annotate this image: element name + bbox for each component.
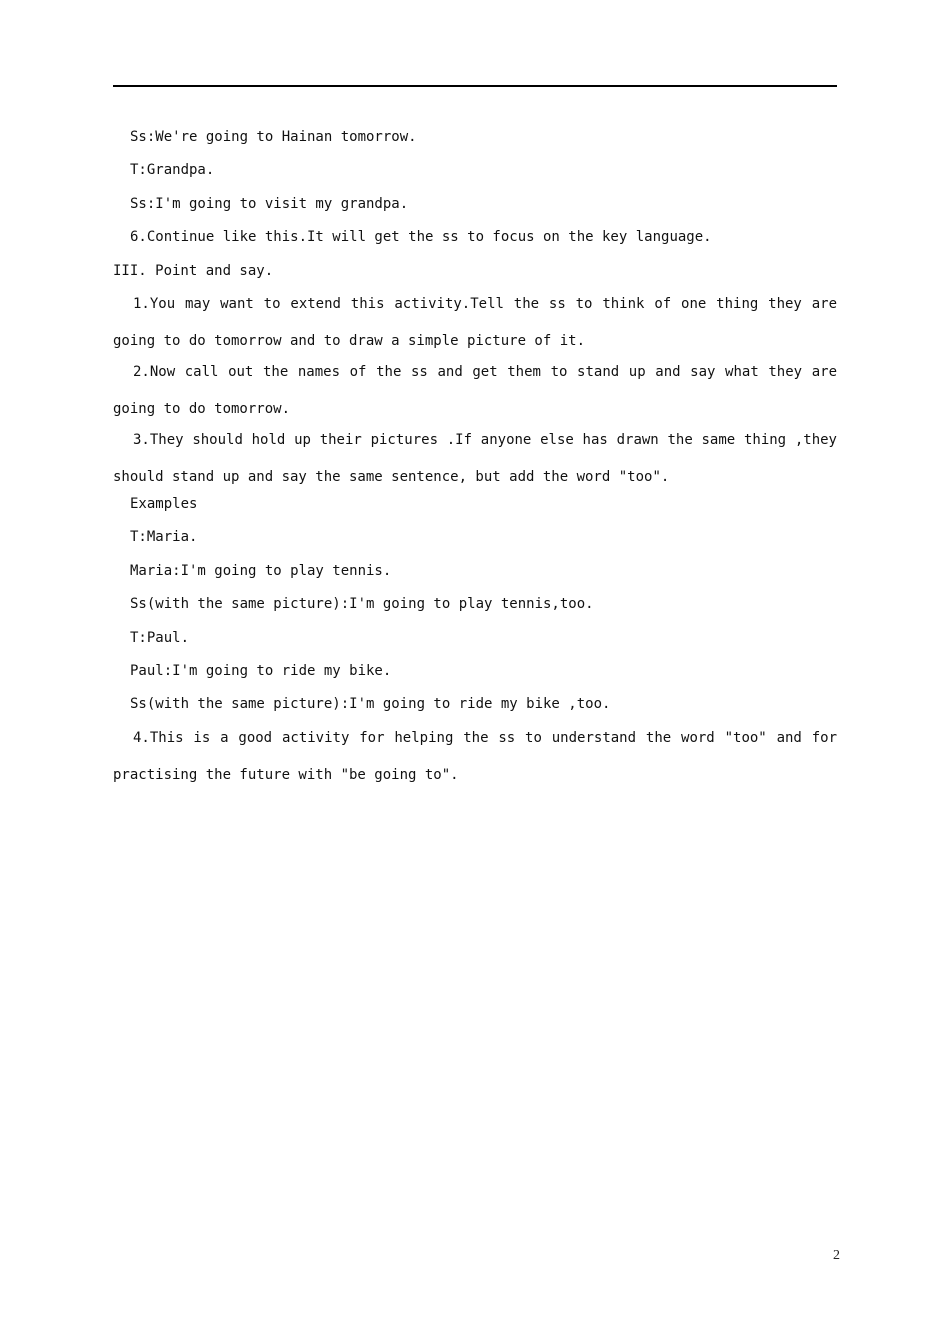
text-line: T:Grandpa. <box>130 162 215 179</box>
paragraph-3: 3.They should hold up their pictures .If anyone else has drawn the same thing ,they should stand up and say the same sentence, but add the word "too". <box>113 431 837 485</box>
text-line: Ss:We're going to Hainan tomorrow. <box>130 129 417 145</box>
header-rule <box>113 85 837 87</box>
example-line: Ss(with the same picture):I'm going to play tennis,too. <box>130 596 594 613</box>
section-heading: III. Point and say. <box>113 262 274 279</box>
example-line: Paul:I'm going to ride my bike. <box>130 662 392 679</box>
paragraph-4: 4.This is a good activity for helping the ss to understand the word "too" and for practising the future with "be going to". <box>113 729 837 783</box>
example-line: Ss(with the same picture):I'm going to ride my bike ,too. <box>130 696 611 713</box>
text-line: 6.Continue like this.It will get the ss to focus on the key language. <box>130 229 712 246</box>
text-line: Ss:I'm going to visit my grandpa. <box>130 195 409 212</box>
example-line: Maria:I'm going to play tennis. <box>130 562 392 579</box>
document-body <box>113 125 837 790</box>
paragraph-1: 1.You may want to extend this activity.Tell the ss to think of one thing they are going to do tomorrow and to draw a simple picture of it. <box>113 295 837 349</box>
example-line: T:Maria. <box>130 529 198 546</box>
page-number: 2 <box>833 1248 840 1263</box>
paragraph-2: 2.Now call out the names of the ss and get them to stand up and say what they are going to do tomorrow. <box>113 363 837 417</box>
examples-heading: Examples <box>130 495 198 512</box>
example-line: T:Paul. <box>130 629 190 646</box>
